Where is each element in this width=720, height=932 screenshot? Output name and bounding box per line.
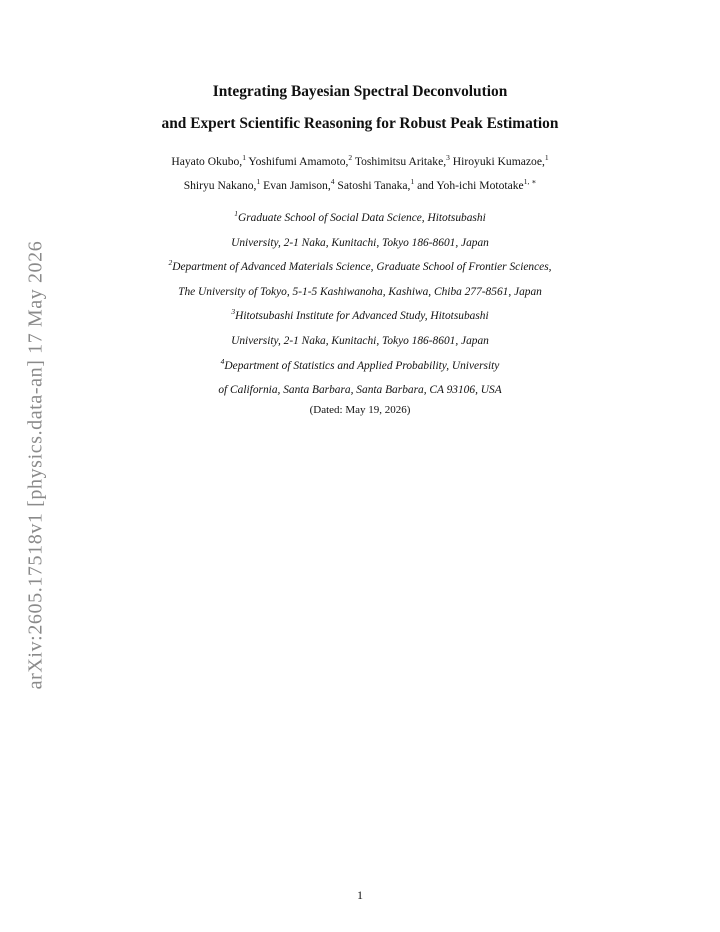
dated-line: (Dated: May 19, 2026) bbox=[309, 404, 411, 416]
author-line-1 bbox=[0, 150, 720, 174]
affiliation-mark: 1 bbox=[256, 177, 261, 186]
affiliation-mark: 4 bbox=[330, 177, 335, 186]
affiliation-line: University, 2-1 Naka, Kunitachi, Tokyo 186-8601, Japan bbox=[231, 236, 489, 249]
affiliation-mark: 1 bbox=[234, 209, 239, 218]
affiliation-line: of California, Santa Barbara, Santa Barbara, CA 93106, USA bbox=[218, 384, 502, 397]
author-name: Hiroyuki Kumazoe, bbox=[452, 155, 545, 168]
author-list bbox=[0, 150, 720, 198]
author-name: Evan Jamison, bbox=[263, 179, 331, 192]
affiliation-mark: 1 bbox=[242, 153, 246, 162]
affiliation-line bbox=[0, 206, 720, 231]
affiliation-text: Hitotsubashi Institute for Advanced Study, Hitotsubashi bbox=[235, 310, 489, 323]
affiliation-text: Department of Advanced Materials Science, Graduate School of Frontier Sciences, bbox=[172, 261, 552, 274]
affiliation-text: Department of Statistics and Applied Probability, University bbox=[224, 359, 500, 372]
title-line-2: and Expert Scientific Reasoning for Robust Peak Estimation bbox=[161, 115, 559, 132]
affiliation-mark: 1 bbox=[544, 153, 549, 162]
author-name: and Yoh-ichi Mototake bbox=[417, 179, 524, 192]
affiliation-line bbox=[0, 354, 720, 379]
page-number: 1 bbox=[357, 888, 363, 902]
affiliation-line bbox=[0, 255, 720, 280]
affiliation-mark: 1 bbox=[410, 177, 415, 186]
affiliation-mark: 4 bbox=[220, 356, 225, 366]
arxiv-identifier-stamp: arXiv:2605.17518v1 [physics.data-an] 17 May 2026 bbox=[24, 240, 47, 690]
title-line-1: Integrating Bayesian Spectral Deconvolution bbox=[212, 83, 508, 100]
author-name: Satoshi Tanaka, bbox=[337, 179, 411, 192]
affiliation-mark: 1, ∗ bbox=[523, 177, 537, 186]
affiliation-mark: 3 bbox=[231, 307, 236, 317]
author-name: Shiryu Nakano, bbox=[183, 179, 257, 192]
paper-title bbox=[0, 76, 720, 140]
author-name: Toshimitsu Aritake, bbox=[354, 155, 447, 168]
affiliation-text: Graduate School of Social Data Science, Hitotsubashi bbox=[238, 212, 486, 224]
author-name: Hayato Okubo, bbox=[171, 155, 243, 168]
affiliation-mark: 2 bbox=[348, 153, 353, 162]
affiliation-line bbox=[0, 304, 720, 329]
affiliation-mark: 3 bbox=[446, 153, 450, 162]
affiliation-line: The University of Tokyo, 5-1-5 Kashiwanoha, Kashiwa, Chiba 277-8561, Japan bbox=[178, 285, 542, 298]
affiliation-list bbox=[0, 206, 720, 403]
author-line-2 bbox=[0, 174, 720, 198]
affiliation-mark: 2 bbox=[168, 258, 173, 268]
affiliation-line: University, 2-1 Naka, Kunitachi, Tokyo 186-8601, Japan bbox=[231, 334, 489, 347]
author-name: Yoshifumi Amamoto, bbox=[248, 155, 349, 168]
